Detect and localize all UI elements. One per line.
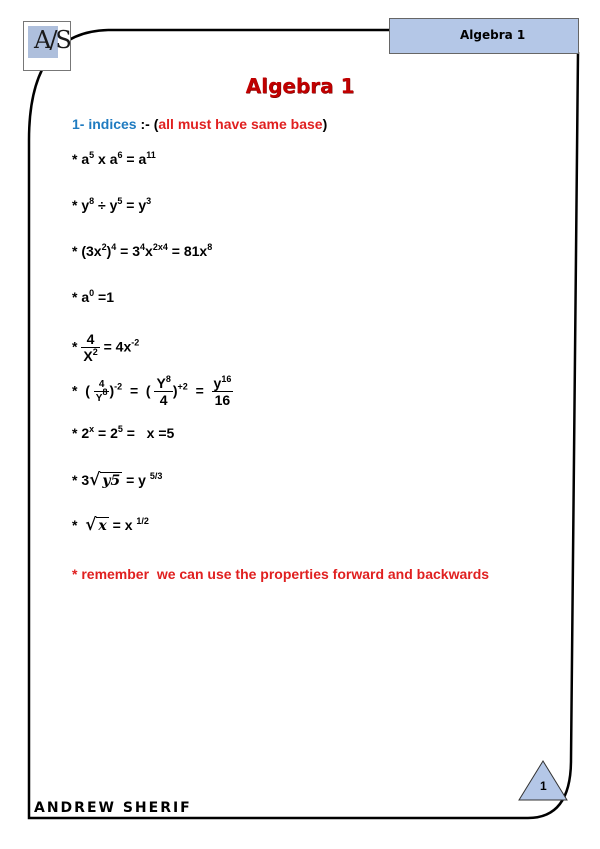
fraction: [81, 331, 99, 364]
text: x a: [94, 151, 118, 167]
header-tab: [389, 18, 579, 54]
text: (: [145, 382, 151, 399]
header-tab-label: Algebra 1: [460, 28, 526, 42]
text: = 81x: [167, 243, 208, 259]
radicand: x: [98, 518, 107, 534]
text: ): [106, 243, 112, 259]
logo-text: A/S: [34, 26, 70, 54]
rule-fraction-power: [72, 375, 233, 408]
rule-equal-bases: [72, 425, 174, 441]
exponent: 5: [117, 424, 123, 434]
denominator: 16: [214, 392, 231, 409]
section-topic: indices: [88, 116, 137, 132]
rule-product: [72, 151, 156, 167]
text: = x: [108, 517, 137, 533]
fraction: [212, 375, 234, 408]
rule-square-root: [72, 515, 149, 535]
numerator: 4: [81, 331, 99, 348]
text: = a: [122, 151, 147, 167]
section-number: 1-: [72, 116, 85, 132]
text: = y: [122, 472, 150, 488]
exponent: -2: [131, 337, 140, 348]
text: y: [213, 375, 222, 391]
text: = 4x: [103, 338, 132, 355]
remember-note: * remember we can use the properties forward and backwards: [72, 566, 490, 582]
rule-zero-exponent: [72, 289, 114, 305]
text: ): [109, 382, 115, 399]
logo: [23, 21, 71, 71]
text: *: [72, 382, 78, 399]
exponent: 8: [207, 242, 213, 252]
numerator: 4: [94, 379, 110, 392]
text: * 2: [72, 425, 90, 441]
exponent: +2: [177, 381, 188, 392]
text: =1: [94, 289, 114, 305]
section-heading: [72, 116, 327, 132]
radicand: y5: [102, 473, 121, 489]
text: X: [83, 348, 93, 365]
text: =: [195, 382, 204, 399]
exponent: 3: [146, 196, 152, 206]
text: Y: [156, 375, 166, 391]
exponent: x: [89, 424, 95, 434]
rule-root-cube: [72, 470, 162, 490]
text: * a: [72, 151, 90, 167]
section-note: all must have same base: [158, 116, 323, 132]
exponent: 1/2: [136, 516, 149, 526]
numerator: [212, 375, 234, 392]
exponent: 5: [117, 196, 123, 206]
text: Y: [95, 392, 103, 404]
exponent: 8: [165, 374, 171, 384]
rule-negative-exponent: [72, 331, 139, 364]
exponent: 4: [140, 242, 146, 252]
fraction: [154, 375, 172, 408]
rule-power: [72, 243, 212, 259]
exponent: 4: [111, 242, 117, 252]
text: ÷ y: [94, 197, 118, 213]
radical-icon: √: [85, 515, 97, 535]
text: * y: [72, 197, 90, 213]
author-footer: ANDREW SHERIF: [34, 800, 192, 816]
rule-quotient: [72, 197, 151, 213]
exponent: 5: [89, 150, 95, 160]
text: = 3: [116, 243, 141, 259]
text: * 3: [72, 472, 90, 488]
text: * a: [72, 289, 90, 305]
text: ): [172, 382, 178, 399]
exponent: 2: [92, 347, 98, 358]
page-title: Algebra 1: [245, 74, 355, 98]
exponent: 2: [101, 242, 107, 252]
text: = y: [122, 197, 147, 213]
text: x: [145, 243, 153, 259]
numerator: [154, 375, 172, 392]
border-left-top: [29, 30, 578, 818]
text: = x =5: [122, 425, 175, 441]
exponent: 8: [89, 196, 95, 206]
section-separator: :- (: [140, 116, 159, 132]
text: * (3x: [72, 243, 102, 259]
exponent: 0: [89, 288, 95, 298]
exponent: 5/3: [149, 471, 163, 481]
exponent: 16: [221, 374, 232, 384]
exponent: 6: [117, 150, 123, 160]
text: *: [72, 517, 78, 533]
exponent: -2: [114, 381, 123, 392]
fraction: [94, 379, 110, 404]
denominator: [94, 386, 110, 405]
denominator: [81, 348, 99, 364]
radical-icon: √: [89, 470, 101, 490]
exponent: 11: [146, 150, 156, 160]
section-close: ): [322, 116, 328, 132]
page-number: 1: [540, 779, 547, 793]
denominator: 4: [159, 392, 168, 409]
exponent: 2x4: [152, 242, 168, 252]
text: (: [85, 382, 90, 399]
text: =: [129, 382, 139, 399]
text: *: [72, 338, 78, 355]
text: = 2: [94, 425, 118, 441]
exponent: 8: [102, 386, 108, 397]
